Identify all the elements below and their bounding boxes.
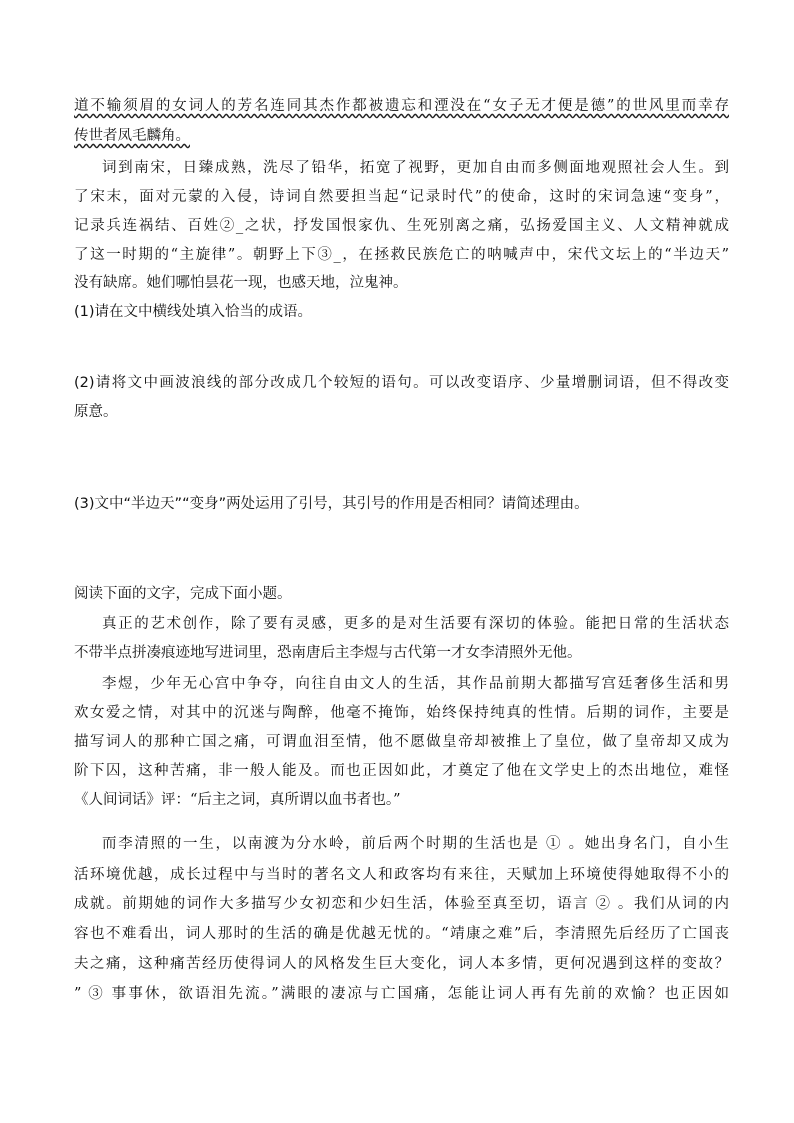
passage1-paragraph-line: 记录兵连祸结、百姓②_之状，抒发国恨家仇、生死别离之痛，弘扬爱国主义、人文精神就成 xyxy=(74,218,729,234)
passage1-paragraph-line: 了宋末，面对元蒙的入侵，诗词自然要担当起“记录时代”的使命，这时的宋词急速“变身”， xyxy=(74,189,729,205)
passage1-paragraph-line: 词到南宋，日臻成熟，洗尽了铅华，拓宽了视野，更加自由而多侧面地观照社会人生。到 xyxy=(102,160,729,176)
passage2-paragraph-line: 真正的艺术创作，除了要有灵感，更多的是对生活要有深切的体验。能把日常的生活状态 xyxy=(102,616,729,632)
passage2-paragraph-line: 欢女爱之情，对其中的沉迷与陶醉，他毫不掩饰，始终保持纯真的性情。后期的词作，主要是 xyxy=(74,705,729,721)
passage2-paragraph-line: 成就。前期她的词作大多描写少女初恋和少妇生活，体验至真至切，语言 ② 。我们从词的内 xyxy=(74,896,729,912)
question-2-line-1: (2)请将文中画波浪线的部分改成几个较短的语句。可以改变语序、少量增删词语，但不得改变 xyxy=(74,375,729,391)
question-3: (3)文中“半边天”“变身”两处运用了引号，其引号的作用是否相同？请简述理由。 xyxy=(74,496,589,512)
passage2-paragraph-line: 夫之痛，这种痛苦经历使得词人的风格发生巨大变化，词人本多情，更何况遇到这样的变故？ xyxy=(74,956,729,972)
passage2-paragraph-line: 《人间词话》评：“后主之词，真所谓以血书者也。” xyxy=(74,792,401,808)
passage2-paragraph-line: 阶下囚，这种苦痛，非一般人能及。而也正因如此，才奠定了他在文学史上的杰出地位，难怪 xyxy=(74,763,729,779)
passage1-paragraph-line: 了这一时期的“主旋律”。朝野上下③_，在拯救民族危亡的呐喊声中，宋代文坛上的“半边天” xyxy=(74,247,729,263)
passage2-paragraph-line: 描写词人的那种亡国之痛，可谓血泪至情，他不愿做皇帝却被推上了皇位，做了皇帝却又成为 xyxy=(74,734,729,750)
passage2-paragraph-line: 李煜，少年无心宫中争夺，向往自由文人的生活，其作品前期大都描写宫廷奢侈生活和男 xyxy=(102,676,729,692)
passage2-paragraph-line: 容也不难看出，词人那时的生活的确是优越无忧的。“靖康之难”后，李清照先后经历了亡国丧 xyxy=(74,926,729,942)
passage1-paragraph-line: 没有缺席。她们哪怕昙花一现，也感天地，泣鬼神。 xyxy=(74,275,408,291)
question-1: (1)请在文中横线处填入恰当的成语。 xyxy=(74,304,313,320)
passage2-paragraph-line: 不带半点拼凑痕迹地写进词里，恐南唐后主李煜与古代第一才女李清照外无他。 xyxy=(74,645,582,661)
wavy-underlined-line-2 xyxy=(74,126,729,146)
reading-instruction: 阅读下面的文字，完成下面小题。 xyxy=(74,586,292,602)
wavy-underlined-text: 传世者凤毛麟角。 xyxy=(74,128,190,144)
question-2-line-2: 原意。 xyxy=(74,404,118,420)
wavy-underlined-line-1: 道不输须眉的女词人的芳名连同其杰作都被遗忘和湮没在“女子无才便是德”的世风里而幸存 xyxy=(74,98,729,114)
passage2-paragraph-line: ” ③ 事事休，欲语泪先流。”满眼的凄凉与亡国痛，怎能让词人再有先前的欢愉？也正因如 xyxy=(74,986,729,1002)
passage2-paragraph-line: 而李清照的一生，以南渡为分水岭，前后两个时期的生活也是 ① 。她出身名门，自小生 xyxy=(102,836,729,852)
passage2-paragraph-line: 活环境优越，成长过程中与当时的著名文人和政客均有来往，天赋加上环境使得她取得不小的 xyxy=(74,867,729,883)
